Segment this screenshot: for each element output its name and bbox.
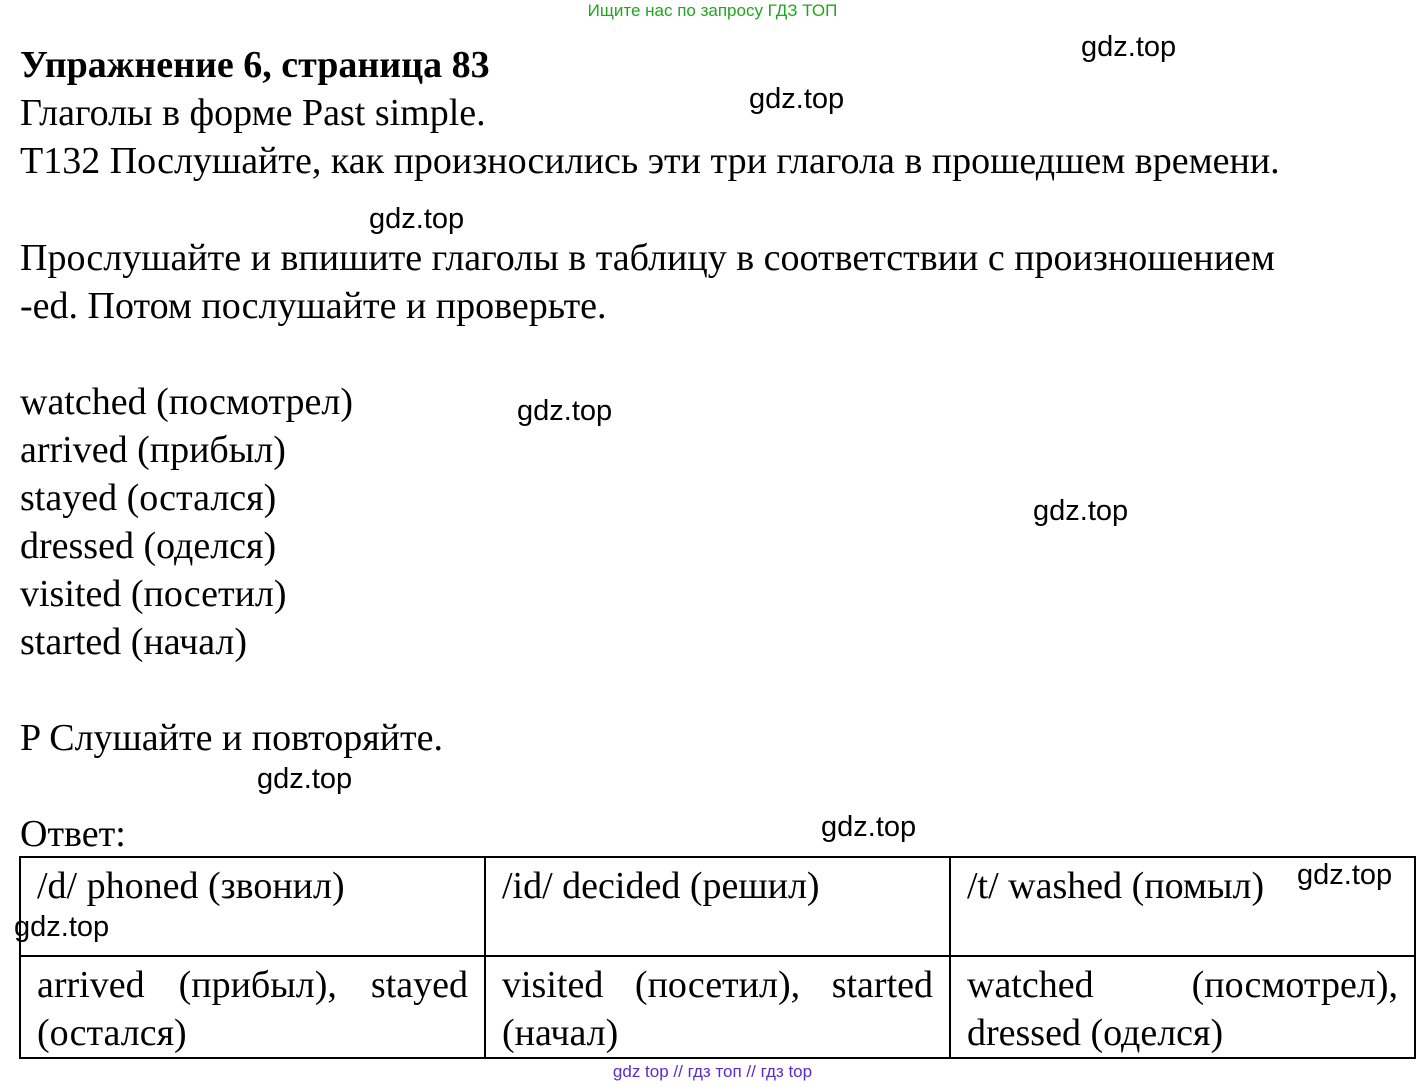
table-cell-d: arrived (прибыл), stayed (остался): [20, 956, 485, 1058]
verb-item-stayed: stayed (остался): [20, 477, 277, 519]
table-header-id: /id/ decided (решил): [485, 857, 950, 956]
table-cell-t: watched (посмотрел), dressed (оделся): [950, 956, 1415, 1058]
search-hint-banner: Ищите нас по запросу ГДЗ ТОП: [587, 1, 838, 20]
watermark: gdz.top: [14, 911, 110, 943]
verb-item-started: started (начал): [20, 621, 248, 663]
watermark: gdz.top: [1297, 859, 1393, 891]
watermark: gdz.top: [517, 395, 613, 427]
table-cell-id: visited (посетил), started (начал): [485, 956, 950, 1058]
table-header-t: /t/ washed (помыл): [950, 857, 1415, 956]
task-line-3: -ed. Потом послушайте и проверьте.: [20, 285, 607, 327]
watermark: gdz.top: [1081, 31, 1177, 63]
task-line-1: T132 Послушайте, как произносились эти три глагола в прошедшем времени.: [20, 140, 1280, 182]
watermark: gdz.top: [369, 203, 465, 235]
watermark: gdz.top: [821, 811, 917, 843]
repeat-instruction: P Слушайте и повторяйте.: [20, 717, 444, 759]
watermark: gdz.top: [257, 763, 353, 795]
page-title: Упражнение 6, страница 83: [20, 44, 490, 86]
footer-links: gdz top // гдз топ // гдз top: [612, 1062, 813, 1081]
subtitle: Глаголы в форме Past simple.: [20, 92, 486, 134]
table-header-row: [20, 857, 1415, 956]
verb-item-visited: visited (посетил): [20, 573, 287, 615]
watermark: gdz.top: [749, 83, 845, 115]
answer-table: [19, 856, 1416, 1059]
verb-item-watched: watched (посмотрел): [20, 381, 354, 423]
task-line-2: Прослушайте и впишите глаголы в таблицу в соответствии с произношением: [20, 237, 1275, 279]
verb-item-dressed: dressed (оделся): [20, 525, 277, 567]
verb-item-arrived: arrived (прибыл): [20, 429, 286, 471]
table-header-d: /d/ phoned (звонил): [20, 857, 485, 956]
table-row: [20, 956, 1415, 1058]
watermark: gdz.top: [1033, 495, 1129, 527]
answer-label: Ответ:: [20, 813, 126, 855]
